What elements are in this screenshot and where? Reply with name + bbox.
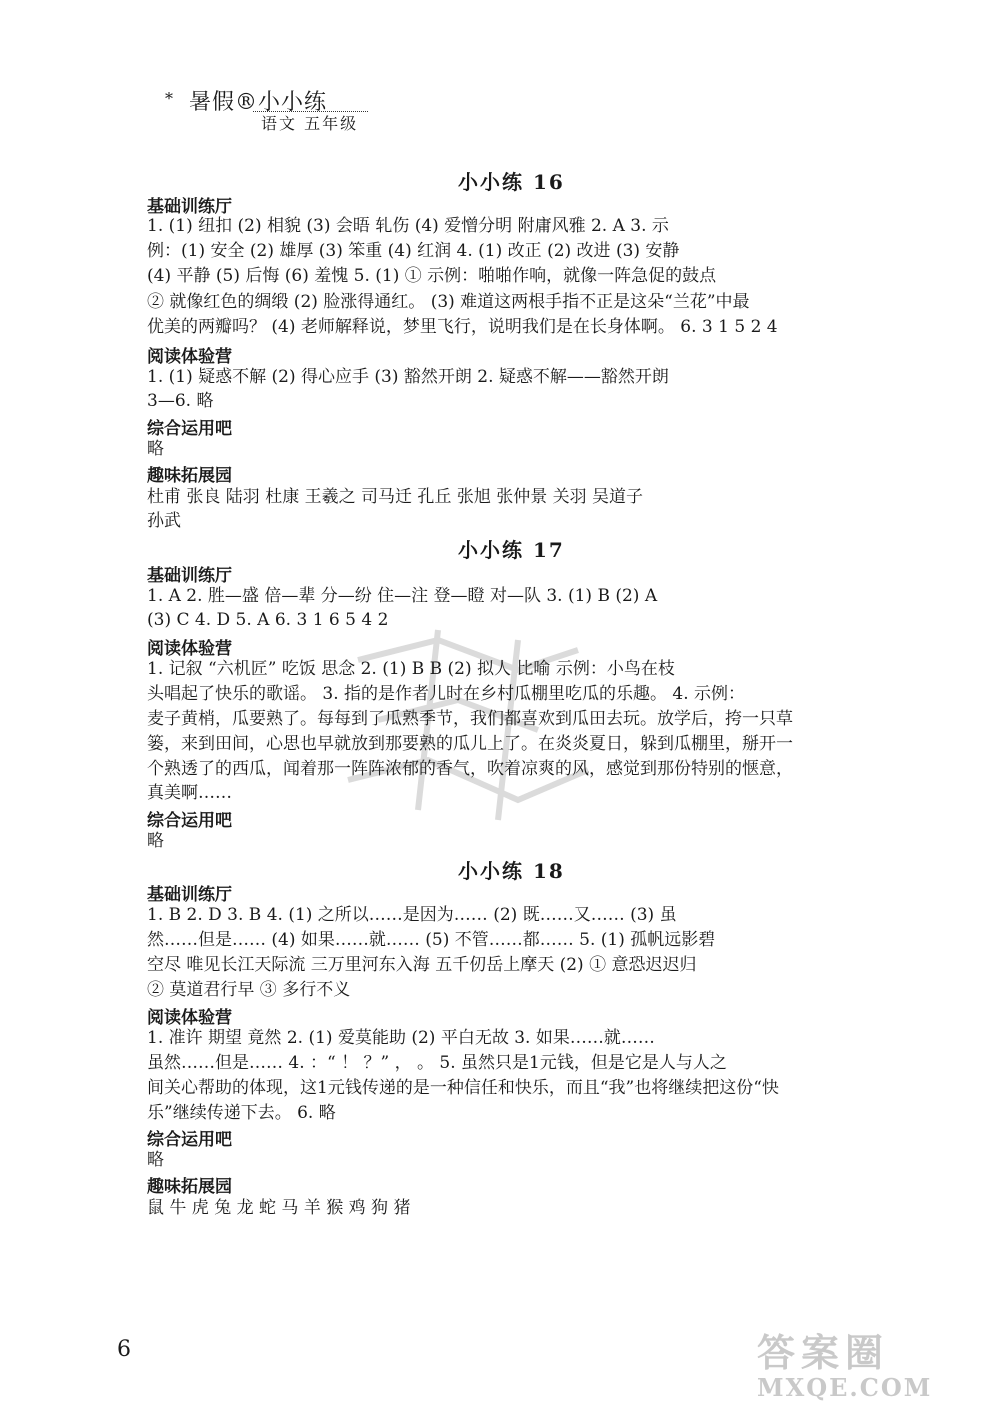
answer-line: 1. 准许 期望 竟然 2. (1) 爱莫能助 (2) 平白无故 3. 如果……就…… xyxy=(147,1028,655,1048)
block-label: 趣味拓展园 xyxy=(147,466,232,486)
block-label: 阅读体验营 xyxy=(147,347,232,367)
block-label: 基础训练厅 xyxy=(147,197,232,217)
answer-line: 篓，来到田间，心思也早就放到那要熟的瓜儿上了。在炎炎夏日，躲到瓜棚里，掰开一 xyxy=(147,734,793,754)
section-title-17: 小小练 17 xyxy=(458,538,565,562)
answer-line: 1. (1) 纽扣 (2) 相貌 (3) 会晤 轧伤 (4) 爱憎分明 附庸风雅 2. A 3. 示 xyxy=(147,216,669,236)
answer-line: 真美啊…… xyxy=(147,783,232,803)
header-star: * xyxy=(165,89,173,108)
answer-line: 间关心帮助的体现，这1元钱传递的是一种信任和快乐，而且“我”也将继续把这份“快 xyxy=(147,1078,779,1098)
block-label: 趣味拓展园 xyxy=(147,1177,232,1197)
page-number: 6 xyxy=(117,1337,131,1362)
header-grade: 语文 五年级 xyxy=(261,114,359,133)
answer-line: 鼠 牛 虎 兔 龙 蛇 马 羊 猴 鸡 狗 猪 xyxy=(147,1198,411,1218)
block-label: 阅读体验营 xyxy=(147,1008,232,1028)
answer-line: (3) C 4. D 5. A 6. 3 1 6 5 4 2 xyxy=(147,610,389,630)
answer-line: 麦子黄梢，瓜要熟了。每每到了瓜熟季节，我们都喜欢到瓜田去玩。放学后，挎一只草 xyxy=(147,709,793,729)
block-label: 综合运用吧 xyxy=(147,1130,232,1150)
block-label: 阅读体验营 xyxy=(147,639,232,659)
answer-line: 1. 记叙 “六机匠” 吃饭 思念 2. (1) B B (2) 拟人 比喻 示例：小鸟在枝 xyxy=(147,659,675,679)
answer-line: 3—6. 略 xyxy=(147,391,214,411)
answer-line: 略 xyxy=(147,439,164,459)
answer-line: 1. B 2. D 3. B 4. (1) 之所以……是因为…… (2) 既……又…… (3) 虽 xyxy=(147,905,677,925)
answer-line: 杜甫 张良 陆羽 杜康 王羲之 司马迁 孔丘 张旭 张仲景 关羽 吴道子 xyxy=(147,487,644,507)
answer-line: 1. (1) 疑惑不解 (2) 得心应手 (3) 豁然开朗 2. 疑惑不解——豁然开朗 xyxy=(147,367,669,387)
book-header xyxy=(165,85,370,133)
answer-line: 孙武 xyxy=(147,511,181,531)
block-label: 基础训练厅 xyxy=(147,885,232,905)
answer-line: 例：(1) 安全 (2) 雄厚 (3) 笨重 (4) 红润 4. (1) 改正 (2) 改进 (3) 安静 xyxy=(147,241,680,261)
answer-line: 然……但是…… (4) 如果……就…… (5) 不管……都…… 5. (1) 孤帆远影碧 xyxy=(147,930,716,950)
answer-line: 头唱起了快乐的歌谣。 3. 指的是作者儿时在乡村瓜棚里吃瓜的乐趣。 4. 示例： xyxy=(147,684,746,704)
watermark-line1: 答案圈 xyxy=(757,1330,890,1375)
answer-line: 空尽 唯见长江天际流 三万里河东入海 五千仞岳上摩天 (2) ① 意恐迟迟归 xyxy=(147,955,697,975)
answer-line: 1. A 2. 胜—盛 倍—辈 分—纷 住—注 登—瞪 对—队 3. (1) B (2) A xyxy=(147,586,658,606)
answer-line: 略 xyxy=(147,1150,164,1170)
answer-line: 略 xyxy=(147,831,164,851)
section-title-18: 小小练 18 xyxy=(458,859,565,883)
answer-line: 虽然……但是…… 4. ：“ ！ ？” ， 。 5. 虽然只是1元钱，但是它是人与人之 xyxy=(147,1053,727,1073)
answer-line: 乐”继续传递下去。 6. 略 xyxy=(147,1103,336,1123)
answer-line: ② 就像红色的绸缎 (2) 脸涨得通红。 (3) 难道这两根手指不正是这朵“兰花”中最 xyxy=(147,292,750,312)
section-title-16: 小小练 16 xyxy=(458,170,565,194)
header-title: 暑假®小小练 xyxy=(189,90,328,115)
answer-line: 优美的两瓣吗？ (4) 老师解释说，梦里飞行，说明我们是在长身体啊。 6. 3 1 5 2 4 xyxy=(147,317,778,337)
block-label: 基础训练厅 xyxy=(147,566,232,586)
block-label: 综合运用吧 xyxy=(147,419,232,439)
watermark-line2: MXQE.COM xyxy=(757,1373,933,1402)
block-label: 综合运用吧 xyxy=(147,811,232,831)
answer-line: ② 莫道君行早 ③ 多行不义 xyxy=(147,980,351,1000)
site-watermark xyxy=(757,1322,982,1402)
answer-line: 个熟透了的西瓜，闻着那一阵阵浓郁的香气，吹着凉爽的风，感觉到那份特别的惬意， xyxy=(147,759,793,779)
answer-line: (4) 平静 (5) 后悔 (6) 羞愧 5. (1) ① 示例：啪啪作响，就像一阵急促的鼓点 xyxy=(147,266,717,286)
